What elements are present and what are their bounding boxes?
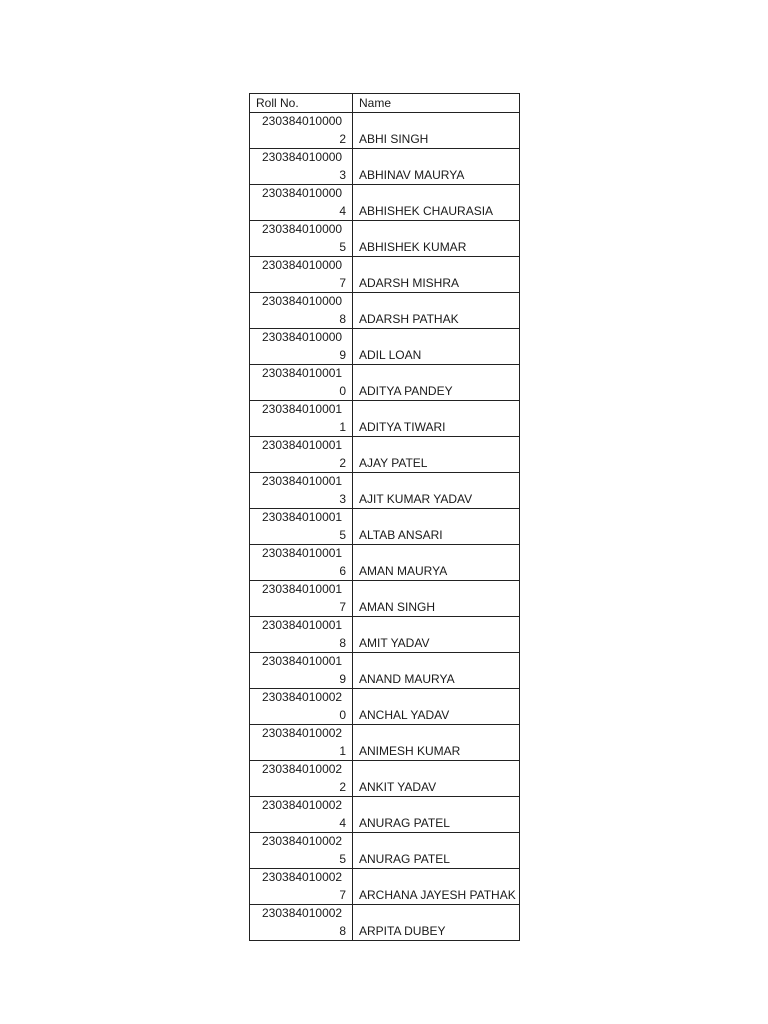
student-name: ARPITA DUBEY (359, 923, 446, 938)
table-row (250, 725, 520, 761)
roll-number-line-2: 5 (339, 527, 346, 542)
roll-number-line-1: 230384010002 (262, 726, 343, 740)
roll-number-line-1: 230384010000 (262, 114, 343, 128)
table-row (250, 437, 520, 473)
student-name-cell (353, 905, 520, 941)
roll-number-line-1: 230384010001 (262, 618, 343, 632)
roll-number-cell (250, 221, 353, 257)
roll-number-cell (250, 293, 353, 329)
roll-number-line-1: 230384010001 (262, 474, 343, 488)
table-row (250, 833, 520, 869)
table-row (250, 293, 520, 329)
student-name-cell (353, 761, 520, 797)
table-row (250, 113, 520, 149)
roll-number-line-1: 230384010000 (262, 186, 343, 200)
roll-number-line-2: 4 (339, 815, 346, 830)
roll-number-line-2: 8 (339, 923, 346, 938)
table-row (250, 905, 520, 941)
student-name: ANURAG PATEL (359, 851, 450, 866)
student-name-cell (353, 617, 520, 653)
roll-number-cell (250, 653, 353, 689)
roll-number-line-1: 230384010000 (262, 330, 343, 344)
roll-number-cell (250, 869, 353, 905)
roll-number-line-2: 5 (339, 851, 346, 866)
roll-number-line-1: 230384010002 (262, 870, 343, 884)
roll-number-line-2: 9 (339, 671, 346, 686)
roll-number-cell (250, 365, 353, 401)
roll-number-cell (250, 509, 353, 545)
roll-number-line-2: 8 (339, 311, 346, 326)
roll-number-line-2: 1 (339, 743, 346, 758)
student-name-cell (353, 509, 520, 545)
roll-number-line-1: 230384010001 (262, 366, 343, 380)
table-row (250, 329, 520, 365)
roll-number-cell (250, 113, 353, 149)
table-body (250, 113, 520, 941)
table-header (250, 94, 520, 113)
student-name: ABHI SINGH (359, 131, 429, 146)
roll-number-line-1: 230384010001 (262, 438, 343, 452)
roll-number-line-2: 3 (339, 167, 346, 182)
column-header-name: Name (353, 94, 520, 113)
roll-number-line-2: 3 (339, 491, 346, 506)
table-row (250, 401, 520, 437)
roll-number-line-2: 9 (339, 347, 346, 362)
student-name-cell (353, 545, 520, 581)
roll-number-cell (250, 581, 353, 617)
roll-number-cell (250, 905, 353, 941)
roll-number-cell (250, 473, 353, 509)
roll-number-line-1: 230384010001 (262, 402, 343, 416)
student-name: ADIL LOAN (359, 347, 422, 362)
roll-number-line-2: 7 (339, 599, 346, 614)
roll-number-cell (250, 545, 353, 581)
roll-number-line-1: 230384010002 (262, 906, 343, 920)
roll-number-line-1: 230384010002 (262, 798, 343, 812)
student-name: ADITYA PANDEY (359, 383, 453, 398)
roll-number-line-1: 230384010001 (262, 654, 343, 668)
student-name: ABHISHEK CHAURASIA (359, 203, 494, 218)
roll-number-line-1: 230384010000 (262, 294, 343, 308)
roll-number-cell (250, 257, 353, 293)
roll-number-cell (250, 689, 353, 725)
table-row (250, 761, 520, 797)
roll-number-cell (250, 761, 353, 797)
roll-number-line-2: 0 (339, 707, 346, 722)
student-name: AMIT YADAV (359, 635, 430, 650)
roll-number-line-1: 230384010000 (262, 258, 343, 272)
roll-number-line-2: 7 (339, 887, 346, 902)
roll-number-cell (250, 797, 353, 833)
roll-number-line-1: 230384010002 (262, 690, 343, 704)
roll-number-line-2: 2 (339, 131, 346, 146)
table-row (250, 221, 520, 257)
student-name-cell (353, 725, 520, 761)
student-name: ADARSH MISHRA (359, 275, 460, 290)
roll-number-cell (250, 401, 353, 437)
student-name: ADITYA TIWARI (359, 419, 446, 434)
student-name: AMAN MAURYA (359, 563, 448, 578)
roll-number-line-2: 4 (339, 203, 346, 218)
roll-number-line-2: 1 (339, 419, 346, 434)
table-row (250, 545, 520, 581)
table-row (250, 149, 520, 185)
student-name-cell (353, 689, 520, 725)
column-header-roll-no: Roll No. (250, 94, 353, 113)
roll-number-line-1: 230384010001 (262, 546, 343, 560)
roll-number-line-2: 7 (339, 275, 346, 290)
student-name: ANCHAL YADAV (359, 707, 450, 722)
table-row (250, 509, 520, 545)
roll-number-cell (250, 833, 353, 869)
student-name: ABHISHEK KUMAR (359, 239, 467, 254)
student-roll-table (249, 93, 520, 941)
student-name-cell (353, 581, 520, 617)
student-name-cell (353, 401, 520, 437)
student-name-cell (353, 185, 520, 221)
student-name: ANURAG PATEL (359, 815, 450, 830)
roll-number-cell (250, 725, 353, 761)
student-name-cell (353, 221, 520, 257)
roll-number-line-2: 2 (339, 455, 346, 470)
table-row (250, 869, 520, 905)
roll-number-cell (250, 437, 353, 473)
table-row (250, 365, 520, 401)
student-name-cell (353, 149, 520, 185)
student-name-cell (353, 329, 520, 365)
table-row (250, 185, 520, 221)
table-row (250, 617, 520, 653)
table-row (250, 653, 520, 689)
student-name-cell (353, 473, 520, 509)
student-name: AJAY PATEL (359, 455, 428, 470)
student-name: ARCHANA JAYESH PATHAK (359, 887, 516, 902)
student-name-cell (353, 653, 520, 689)
student-name: AJIT KUMAR YADAV (359, 491, 473, 506)
table-row (250, 257, 520, 293)
header-row (250, 94, 520, 113)
roll-number-line-2: 6 (339, 563, 346, 578)
table-row (250, 473, 520, 509)
roll-number-cell (250, 185, 353, 221)
student-name: ADARSH PATHAK (359, 311, 459, 326)
student-name-cell (353, 113, 520, 149)
student-name-cell (353, 833, 520, 869)
student-name: ANAND MAURYA (359, 671, 455, 686)
roll-number-line-1: 230384010002 (262, 834, 343, 848)
roll-number-line-2: 5 (339, 239, 346, 254)
student-name: AMAN SINGH (359, 599, 436, 614)
table-row (250, 581, 520, 617)
roll-number-line-1: 230384010002 (262, 762, 343, 776)
student-list-sheet (249, 93, 520, 941)
student-name: ANKIT YADAV (359, 779, 437, 794)
roll-number-cell (250, 329, 353, 365)
roll-number-cell (250, 617, 353, 653)
student-name: ANIMESH KUMAR (359, 743, 461, 758)
student-name-cell (353, 869, 520, 905)
roll-number-line-2: 8 (339, 635, 346, 650)
roll-number-line-1: 230384010001 (262, 582, 343, 596)
roll-number-line-1: 230384010000 (262, 222, 343, 236)
table-row (250, 689, 520, 725)
roll-number-line-1: 230384010001 (262, 510, 343, 524)
student-name-cell (353, 437, 520, 473)
roll-number-line-2: 0 (339, 383, 346, 398)
roll-number-line-2: 2 (339, 779, 346, 794)
student-name-cell (353, 365, 520, 401)
student-name: ALTAB ANSARI (359, 527, 443, 542)
roll-number-line-1: 230384010000 (262, 150, 343, 164)
student-name-cell (353, 797, 520, 833)
student-name: ABHINAV MAURYA (359, 167, 465, 182)
student-name-cell (353, 293, 520, 329)
table-row (250, 797, 520, 833)
roll-number-cell (250, 149, 353, 185)
student-name-cell (353, 257, 520, 293)
